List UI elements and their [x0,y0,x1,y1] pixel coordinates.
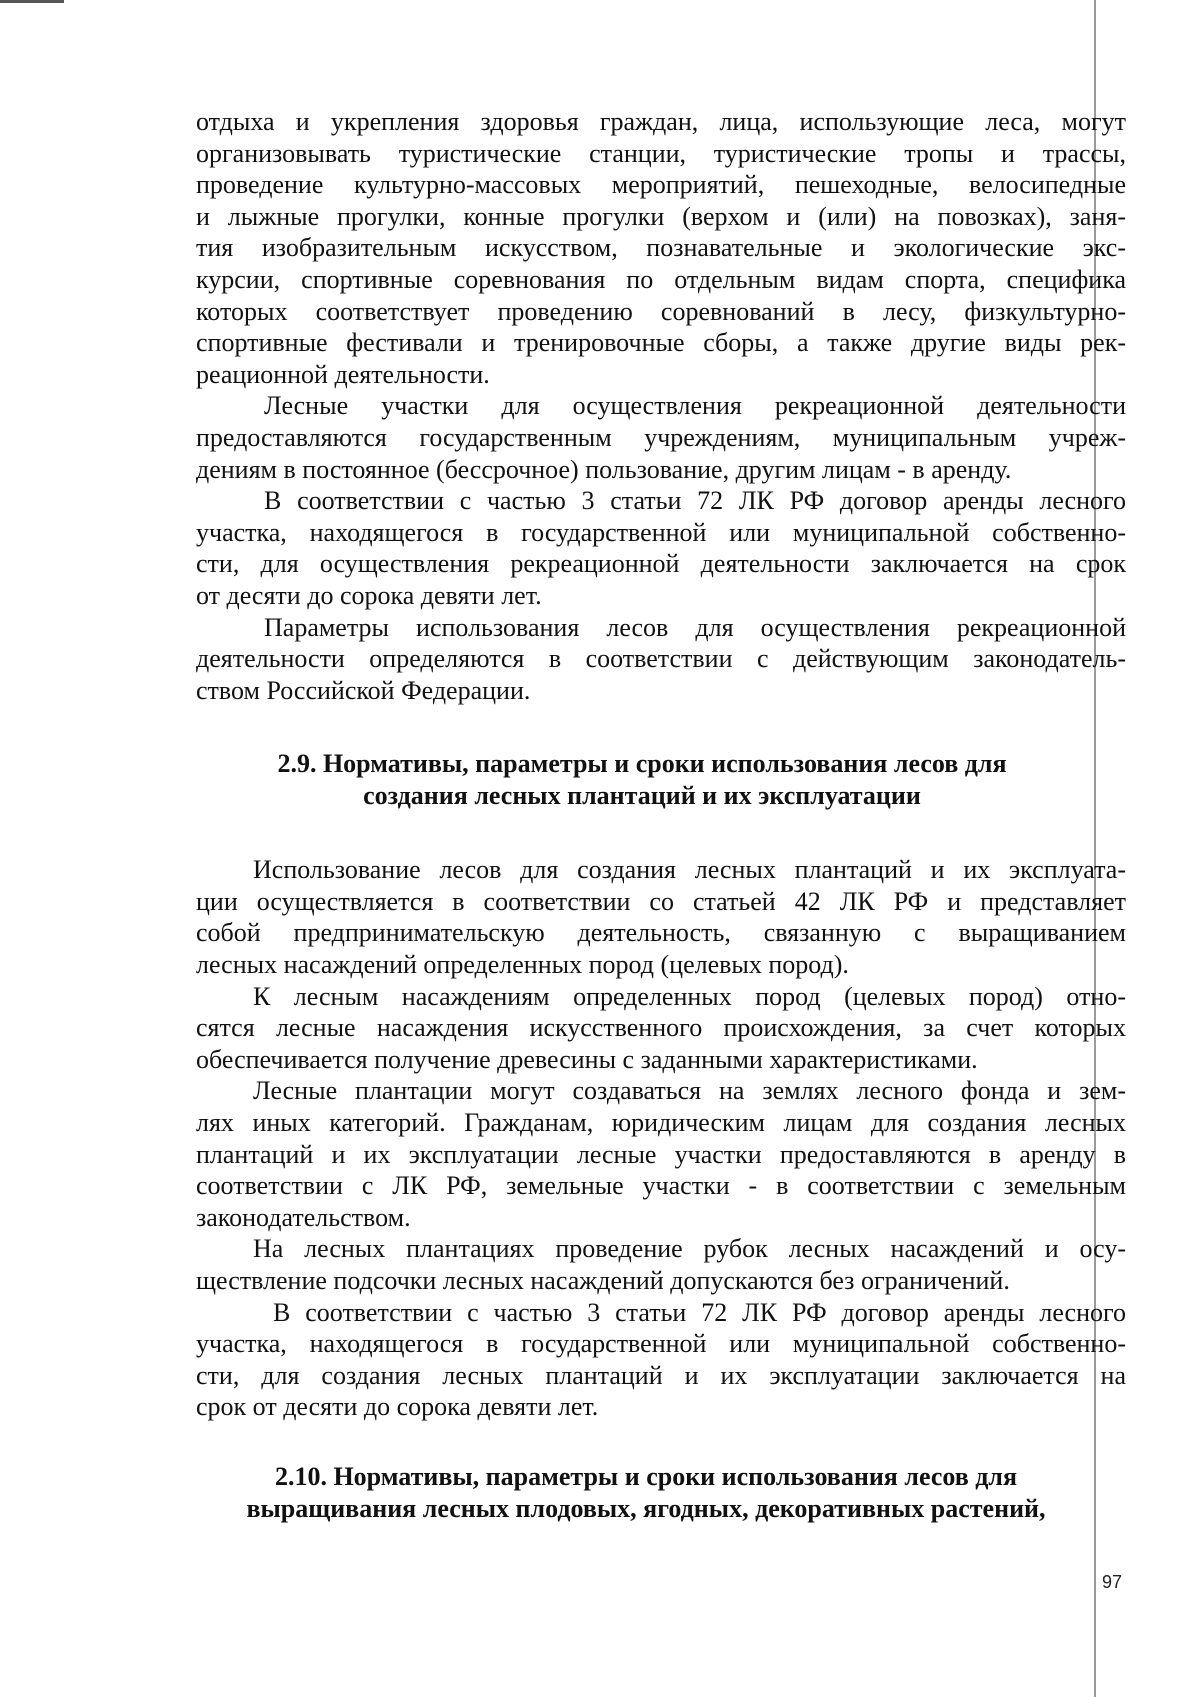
text-line: Параметры использования лесов для осуществления рекреационной [264,612,1126,642]
paragraph-plantations-use [196,854,1126,980]
text-line: Лесные участки для осуществления рекреационной деятельности [264,391,1126,421]
heading-line: 2.9. Нормативы, параметры и сроки использования лесов для [277,749,1007,779]
text-line: дениям в постоянное (бессрочное) пользование, другим лицам - в аренду. [196,454,1012,484]
text-line: тия изобразительным искусством, познавательные и экологические экс- [196,233,1126,263]
heading-line: выращивания лесных плодовых, ягодных, декоративных растений, [246,1493,1046,1523]
paragraph-recreation-parameters [196,612,1126,707]
text-line: законодательством. [196,1202,411,1232]
paragraph-plantation-lands [196,1075,1126,1233]
text-line: сти, для осуществления рекреационной деятельности заключается на срок [196,549,1126,579]
text-line: обеспечивается получение древесины с заданными характеристиками. [196,1044,978,1074]
text-line: Лесные плантации могут создаваться на землях лесного фонда и зем- [253,1076,1126,1106]
text-line: и лыжные прогулки, конные прогулки (верхом и (или) на повозках), заня- [196,201,1126,231]
text-line: спортивные фестивали и тренировочные сборы, а также другие виды рек- [196,328,1126,358]
text-line: В соответствии с частью 3 статьи 72 ЛК РФ договор аренды лесного [264,486,1126,516]
paragraph-lease-term-plantations [196,1297,1126,1423]
section-heading-2-9 [196,748,1126,812]
text-line: плантаций и их эксплуатации лесные участки предоставляются в аренду в [196,1139,1126,1169]
text-line: отдыха и укрепления здоровья граждан, лица, использующие леса, могут [196,107,1126,136]
text-line: организовывать туристические станции, туристические тропы и трассы, [196,138,1126,168]
text-line: от десяти до сорока девяти лет. [196,580,542,610]
text-line: лях иных категорий. Гражданам, юридическим лицам для создания лесных [196,1108,1126,1138]
text-line: ством Российской Федерации. [196,675,531,705]
scan-edge-mark [0,0,64,3]
paragraph-target-species [196,981,1126,1076]
text-line: сятся лесные насаждения искусственного происхождения, за счет которых [196,1013,1126,1043]
text-line: ции осуществляется в соответствии со статьей 42 ЛК РФ и представляет [196,886,1126,916]
text-line: собой предпринимательскую деятельность, связанную с выращиванием [196,918,1126,948]
heading-line: создания лесных плантаций и их эксплуатации [363,781,921,811]
paragraph-lease-term-recreation [196,485,1126,611]
text-line: предоставляются государственным учреждениям, муниципальным учреж- [196,422,1126,452]
text-line: Использование лесов для создания лесных плантаций и их эксплуата- [253,855,1126,885]
text-line: деятельности определяются в соответствии с действующим законодатель- [196,644,1126,674]
paragraph-recreation-activities [196,106,1126,390]
text-line: лесных насаждений определенных пород (целевых пород). [196,950,849,980]
paragraph-felling-unrestricted [196,1233,1126,1296]
page-number: 97 [1102,1572,1123,1592]
document-body [196,106,1126,1525]
text-line: проведение культурно-массовых мероприятий, пешеходные, велосипедные [196,170,1126,200]
text-line: ществление подсочки лесных насаждений допускаются без ограничений. [196,1266,1010,1295]
text-line: срок от десяти до сорока девяти лет. [196,1392,599,1422]
text-line: К лесным насаждениям определенных пород (целевых пород) отно- [253,981,1126,1011]
text-line: реационной деятельности. [196,359,490,389]
text-line: которых соответствует проведению соревнований в лесу, физкультурно- [196,296,1126,326]
text-line: На лесных плантациях проведение рубок лесных насаждений и осу- [253,1234,1126,1264]
paragraph-forest-plots-provision [196,390,1126,485]
text-line: курсии, спортивные соревнования по отдельным видам спорта, специфика [196,264,1126,294]
text-line: В соответствии с частью 3 статьи 72 ЛК РФ договор аренды лесного [273,1297,1126,1327]
text-line: участка, находящегося в государственной или муниципальной собственно- [196,517,1126,547]
text-line: сти, для создания лесных плантаций и их эксплуатации заключается на [196,1360,1126,1390]
text-line: участка, находящегося в государственной или муниципальной собственно- [196,1329,1126,1359]
heading-line: 2.10. Нормативы, параметры и сроки использования лесов для [274,1461,1018,1491]
text-line: соответствии с ЛК РФ, земельные участки - в соответствии с земельным [196,1171,1126,1201]
section-heading-2-10 [196,1461,1126,1525]
